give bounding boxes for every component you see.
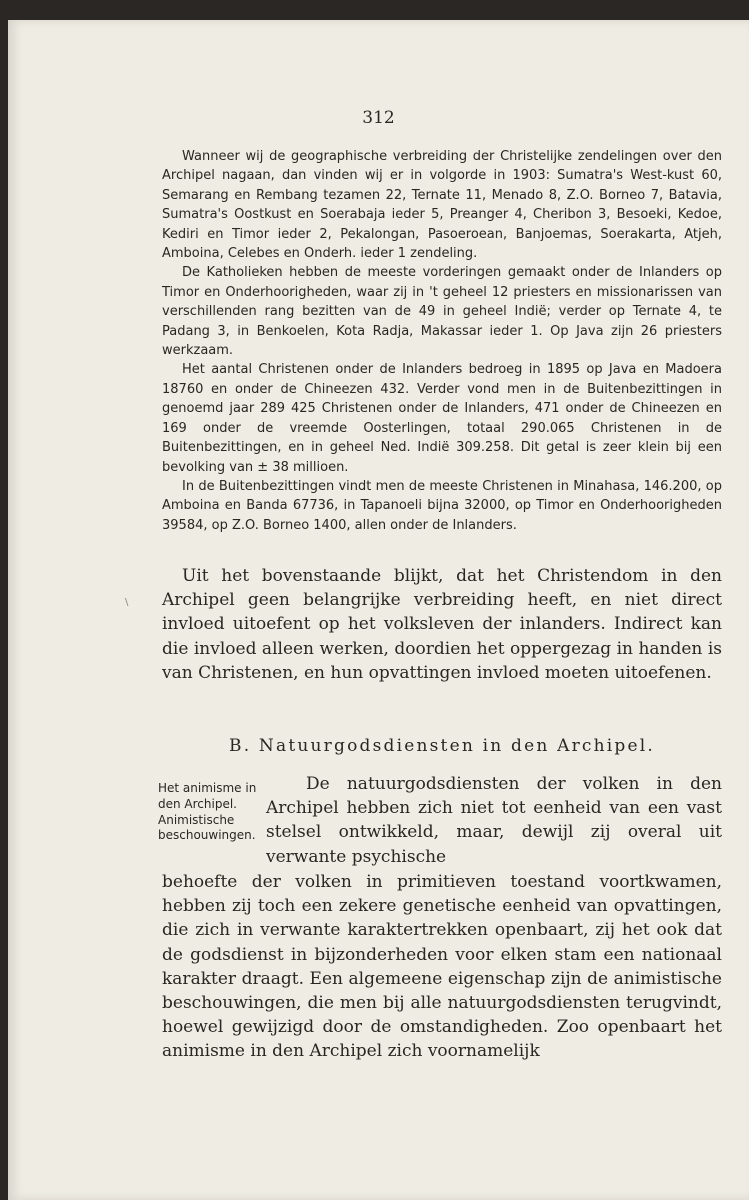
paragraph-katholieken: De Katholieken hebben de meeste vorderingen gemaakt onder de Inlanders op Timor en Onderhoorigheden, waar zij in 't geheel 12 priesters en missionarissen van verschillenden rang bezitten van de 49 in geheel Indië; verder op Ternate 4, te Padang 3, in Benkoelen, Kota Radja, Makassar ieder 1. Op Java zijn 26 priesters werkzaam. bbox=[162, 265, 722, 359]
paragraph-buitenbezittingen: In de Buitenbezittingen vindt men de meeste Christenen in Minahasa, 146.200, op Amboina en Banda 67736, in Tapanoeli bijna 32000, op Timor en Onderhoorigheden 39584, op Z.O. Borneo 1400, allen onder de Inlanders. bbox=[162, 478, 722, 533]
section-text-first: De natuurgodsdiensten der volken in den Archipel hebben zich niet tot eenheid van een vast stelsel ontwikkeld, maar, dewijl zij overal uit verwante psychische bbox=[266, 774, 722, 867]
margin-note: Het animisme in den Archipel. Animistische beschouwingen. bbox=[158, 781, 257, 843]
paragraph-conclusion: Uit het bovenstaande blijkt, dat het Christendom in den Archipel geen belangrijke verbreiding heeft, en niet direct invloed uitoefent op het volksleven der inlanders. Indirect kan die invloed alleen werken, doordien het oppergezag in handen is van Christenen, en hun opvattingen invloed moeten uitoefenen. bbox=[162, 566, 722, 683]
statistics-block bbox=[162, 147, 722, 535]
book-page bbox=[8, 20, 749, 1200]
section-heading: B. Natuurgodsdiensten in den Archipel. bbox=[229, 736, 655, 756]
section-text-rest: behoefte der volken in primitieven toestand voortkwamen, hebben zij toch een zekere genetische eenheid van opvattingen, die zich in verwante karaktertrekken openbaart, zij het ook dat de godsdienst in bijzonderheden voor elken stam een nationaal karakter draagt. Een algemeene eigenschap zijn de animistische beschouwingen, die men bij alle natuurgodsdiensten terugvindt, hoewel gewijzigd door de omstandigheden. Zoo openbaart het animisme in den Archipel zich voornamelijk bbox=[162, 872, 722, 1062]
paragraph-aantal-christenen: Het aantal Christenen onder de Inlanders bedroeg in 1895 op Java en Madoera 18760 en onder de Chineezen 432. Verder vond men in de Buitenbezittingen in genoemd jaar 289 425 Christenen onder de Inlanders, 471 onder de Chineezen en 169 onder de vreemde Oosterlingen, totaal 290.065 Christenen in de Buitenbezittingen, en in geheel Ned. Indië 309.258. Dit getal is zeer klein bij een bevolking van ± 38 millioen. bbox=[162, 362, 722, 475]
conclusion-block bbox=[162, 564, 722, 685]
paragraph-zendelingen: Wanneer wij de geographische verbreiding der Christelijke zendelingen over den Archipel nagaan, dan vinden wij er in volgorde in 1903: Sumatra's West-kust 60, Semarang en Rembang tezamen 22, Ternate 11, Menado 8, Z.O. Borneo 7, Batavia, Sumatra's Oostkust en Soerabaja ieder 5, Preanger 4, Cheribon 3, Besoeki, Kedoe, Kediri en Timor ieder 2, Pekalongan, Pasoeroean, Banjoemas, Soerakarta, Atjeh, Amboina, Celebes en Onderh. ieder 1 zendeling. bbox=[162, 149, 722, 262]
page-number: 312 bbox=[362, 108, 395, 128]
stray-mark: \ bbox=[125, 597, 129, 608]
